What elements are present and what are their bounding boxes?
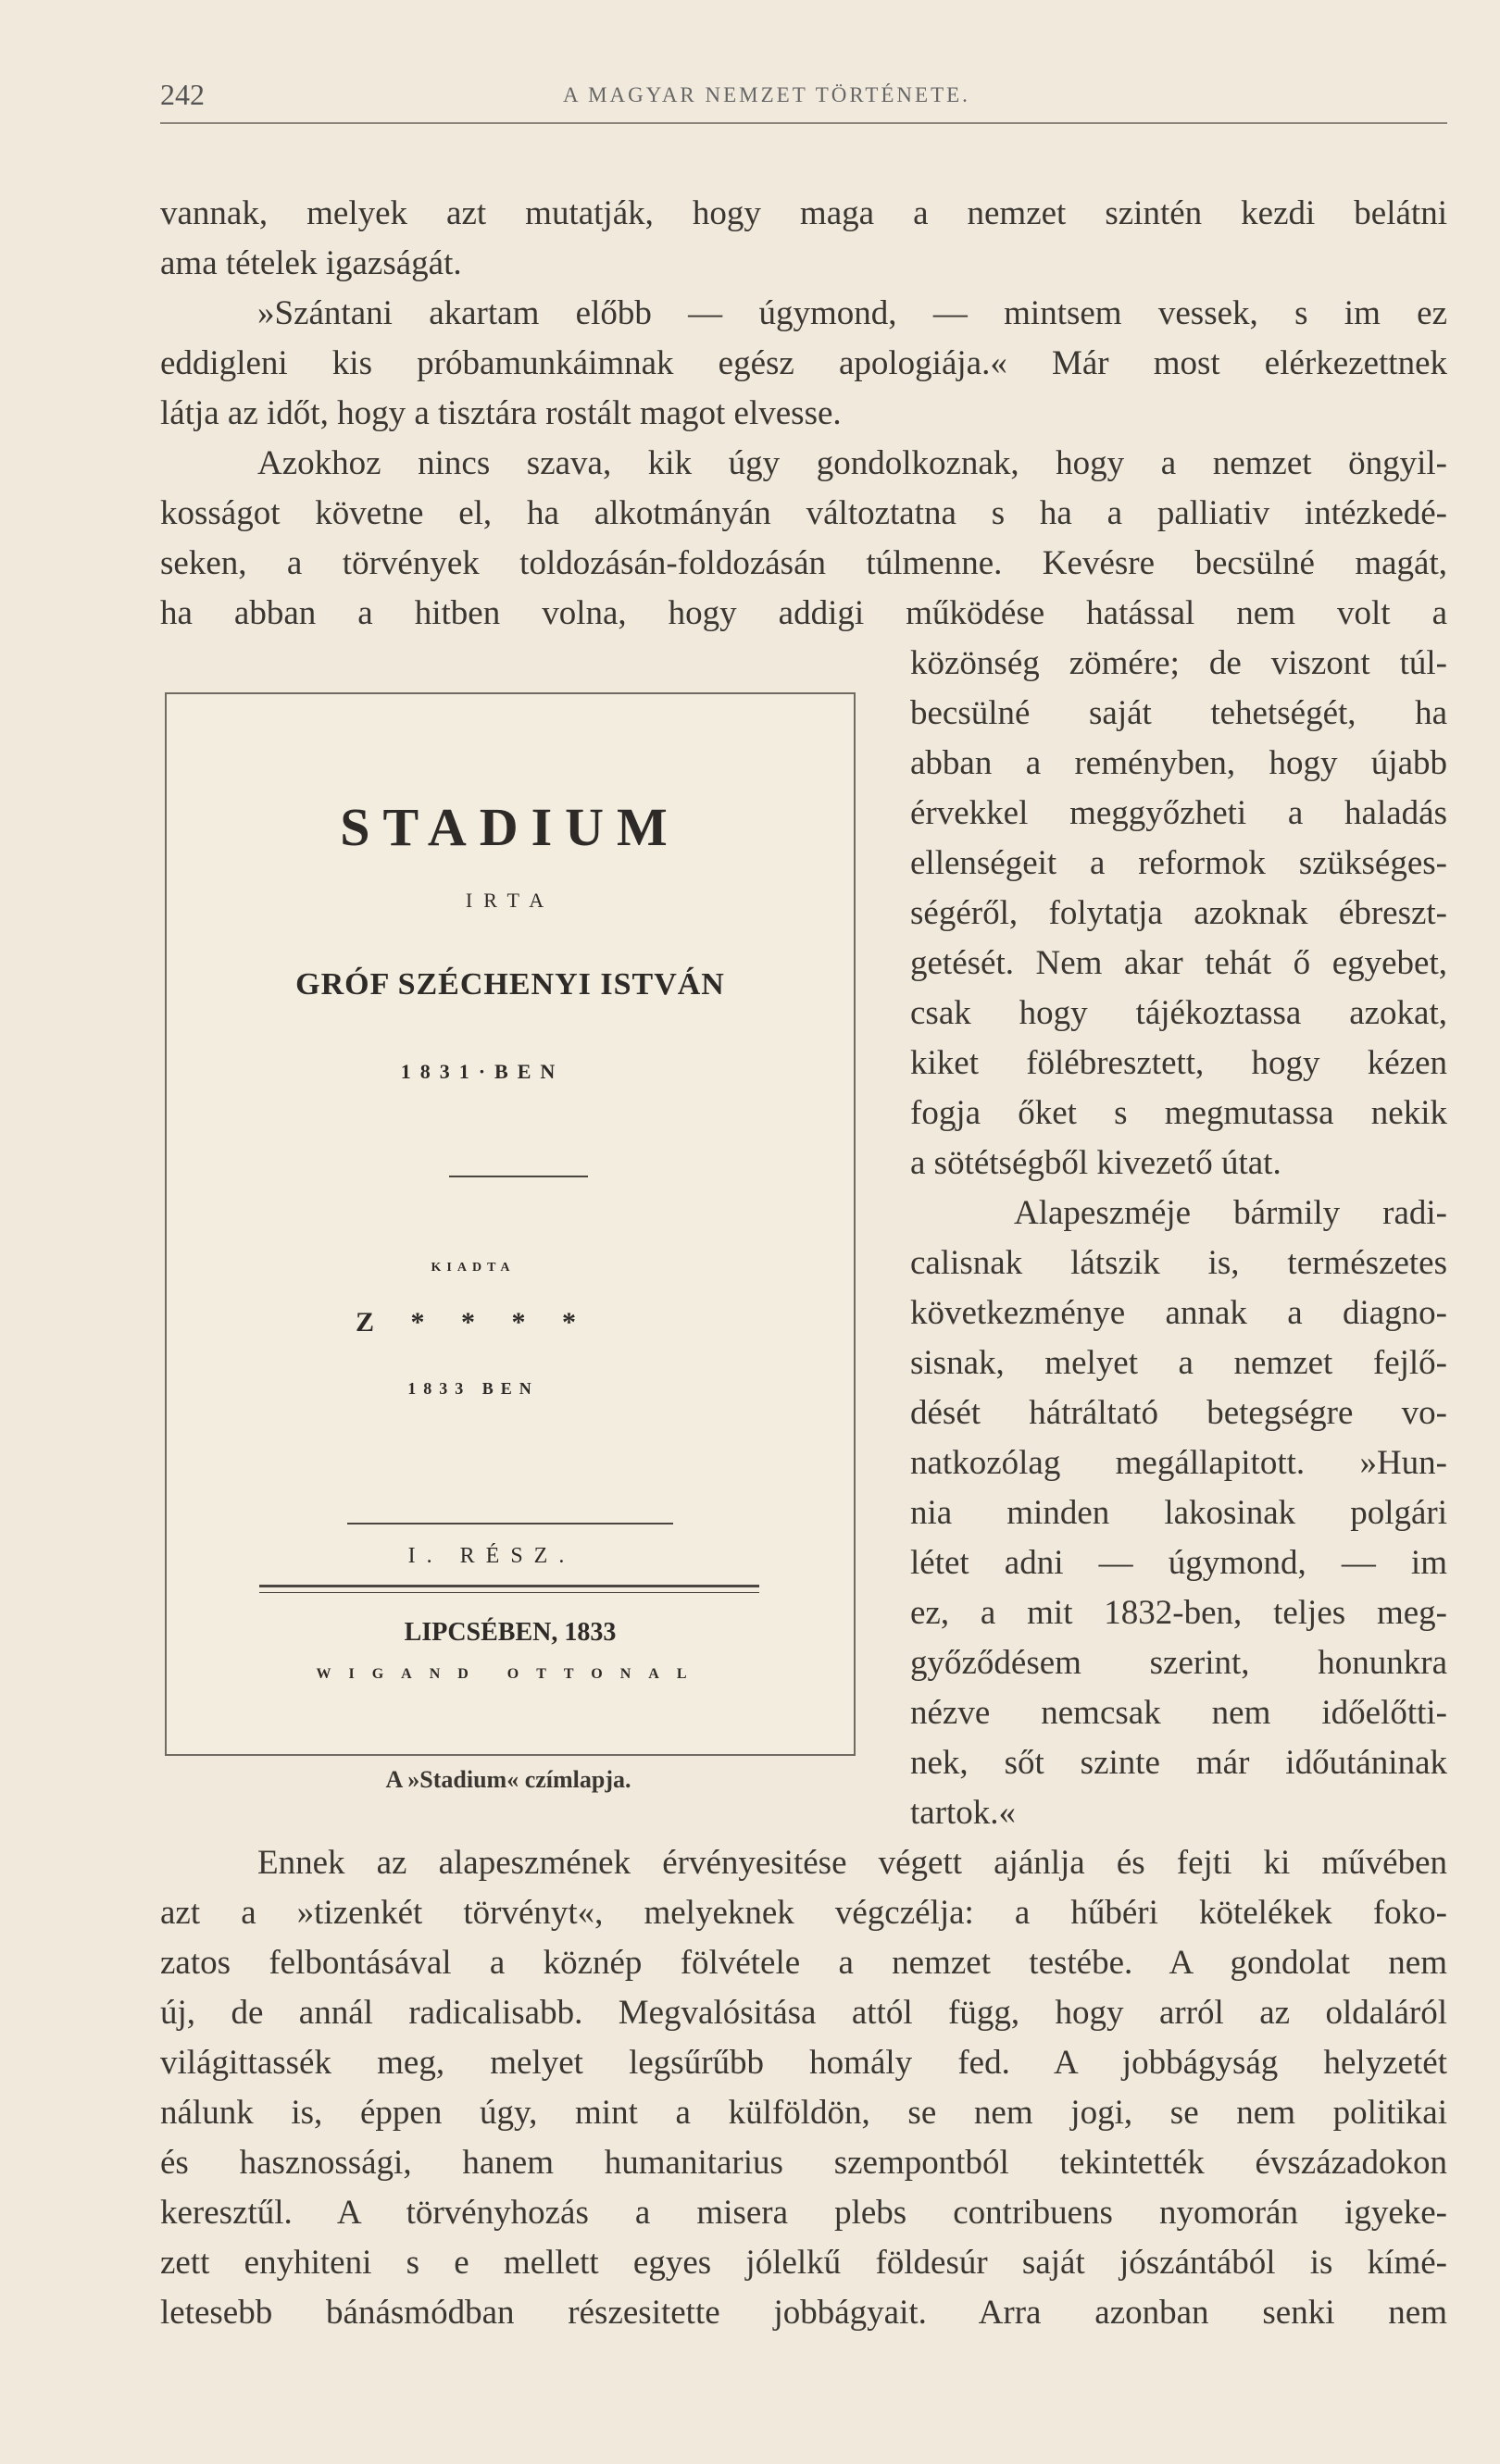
running-header [160,78,1447,115]
figure-double-rule-top [259,1585,759,1587]
text-line: zett enyhiteni s e mellett egyes jólelkű földesúr saját jószántából is kímé- [160,2244,1447,2282]
text-line: látja az időt, hogy a tisztára rostált magot elvesse. [160,394,842,432]
text-line: letesebb bánásmódban részesitette jobbágyait. Arra azonban senki nem [160,2294,1447,2332]
text-line: Ennek az alapeszmének érvényesitése végett ajánlja és fejti ki művében [257,1844,1447,1882]
figure-publisher-initial: Z * * * * [355,1307,591,1338]
text-line: csak hogy tájékoztassa azokat, [910,994,1447,1032]
text-line: világittassék meg, melyet legsűrűbb homály fed. A jobbágyság helyzetét [160,2044,1447,2082]
text-line: győződésem szerint, honunkra [910,1644,1447,1682]
text-line: érvekkel meggyőzheti a haladás [910,794,1447,832]
text-line: kiket fölébresztett, hogy kézen [910,1044,1447,1082]
text-line: ségéről, folytatja azoknak ébreszt- [910,894,1447,932]
text-line: a sötétségből kivezető útat. [910,1144,1281,1182]
text-line: keresztűl. A törvényhozás a misera plebs contribuens nyomorán igyeke- [160,2194,1447,2232]
text-line: vannak, melyek azt mutatják, hogy maga a nemzet szintén kezdi belátni [160,194,1447,232]
figure-city-year: LIPCSÉBEN, 1833 [404,1618,617,1647]
text-line: »Szántani akartam előbb — úgymond, — mintsem vessek, s im ez [257,294,1447,332]
figure-part: I. RÉSZ. [407,1544,576,1568]
text-line: ama tételek igazságát. [160,244,462,282]
text-line: ha abban a hitben volna, hogy addigi működése hatással nem volt a [160,594,1447,632]
figure-publisher: WIGAND OTTONAL [316,1666,705,1682]
header-rule [160,122,1447,124]
figure-author: GRÓF SZÉCHENYI ISTVÁN [295,967,725,1002]
text-line: seken, a törvények toldozásán-foldozásán túlmenne. Kevésre becsülné magát, [160,544,1447,582]
figure-short-rule [449,1176,588,1177]
text-line: azt a »tizenkét törvényt«, melyeknek végczélja: a hűbéri kötelékek foko- [160,1894,1447,1932]
text-line: getését. Nem akar tehát ő egyebet, [910,944,1447,982]
text-line: fogja őket s megmutassa nekik [910,1094,1447,1132]
text-line: Azokhoz nincs szava, kik úgy gondolkoznak, hogy a nemzet öngyil- [257,444,1447,482]
text-line: kosságot követne el, ha alkotmányán változtatna s ha a palliativ intézkedé- [160,494,1447,532]
text-line: nek, sőt szinte már időutáninak [910,1744,1447,1782]
text-line: dését hátráltató betegségre vo- [910,1394,1447,1432]
text-line: zatos felbontásával a köznép fölvétele a nemzet testébe. A gondolat nem [160,1944,1447,1982]
text-line: nia minden lakosinak polgári [910,1494,1447,1532]
figure-year-written: 1831·BEN [400,1060,565,1083]
figure-kiadta: KIADTA [431,1261,516,1275]
figure-double-rule-bottom [259,1592,759,1593]
text-line: következménye annak a diagno- [910,1294,1447,1332]
stadium-title-page-figure [165,692,856,1756]
figure-book-title: STADIUM [340,797,681,857]
text-line: és hasznossági, hanem humanitarius szempontból tekintették évszázadokon [160,2144,1447,2182]
text-line: eddigleni kis próbamunkáimnak egész apologiája.« Már most elérkezettnek [160,344,1447,382]
text-line: létet adni — úgymond, — im [910,1544,1447,1582]
text-line: sisnak, melyet a nemzet fejlő- [910,1344,1447,1382]
figure-irta: IRTA [465,889,556,912]
running-title: A MAGYAR NEMZET TÖRTÉNETE. [563,83,970,106]
figure-year-published: 1833 BEN [407,1379,539,1398]
text-line: ez, a mit 1832-ben, teljes meg- [910,1594,1447,1632]
page-number: 242 [160,78,205,111]
text-line: új, de annál radicalisabb. Megvalósitása attól függ, hogy arról az oldaláról [160,1994,1447,2032]
text-line: nézve nemcsak nem időelőtti- [910,1694,1447,1732]
text-line: Alapeszméje bármily radi- [1014,1194,1447,1232]
text-line: tartok.« [910,1794,1017,1832]
figure-rule [347,1523,673,1524]
text-line: natkozólag megállapitott. »Hun- [910,1444,1447,1482]
text-line: abban a reményben, hogy újabb [910,744,1447,782]
text-line: becsülné saját tehetségét, ha [910,694,1447,732]
text-line: ellenségeit a reformok szükséges- [910,844,1447,882]
text-line: calisnak látszik is, természetes [910,1244,1447,1282]
figure-caption: A »Stadium« czímlapja. [385,1766,631,1793]
text-line: közönség zömére; de viszont túl- [910,644,1447,682]
text-line: nálunk is, éppen úgy, mint a külföldön, se nem jogi, se nem politikai [160,2094,1447,2132]
